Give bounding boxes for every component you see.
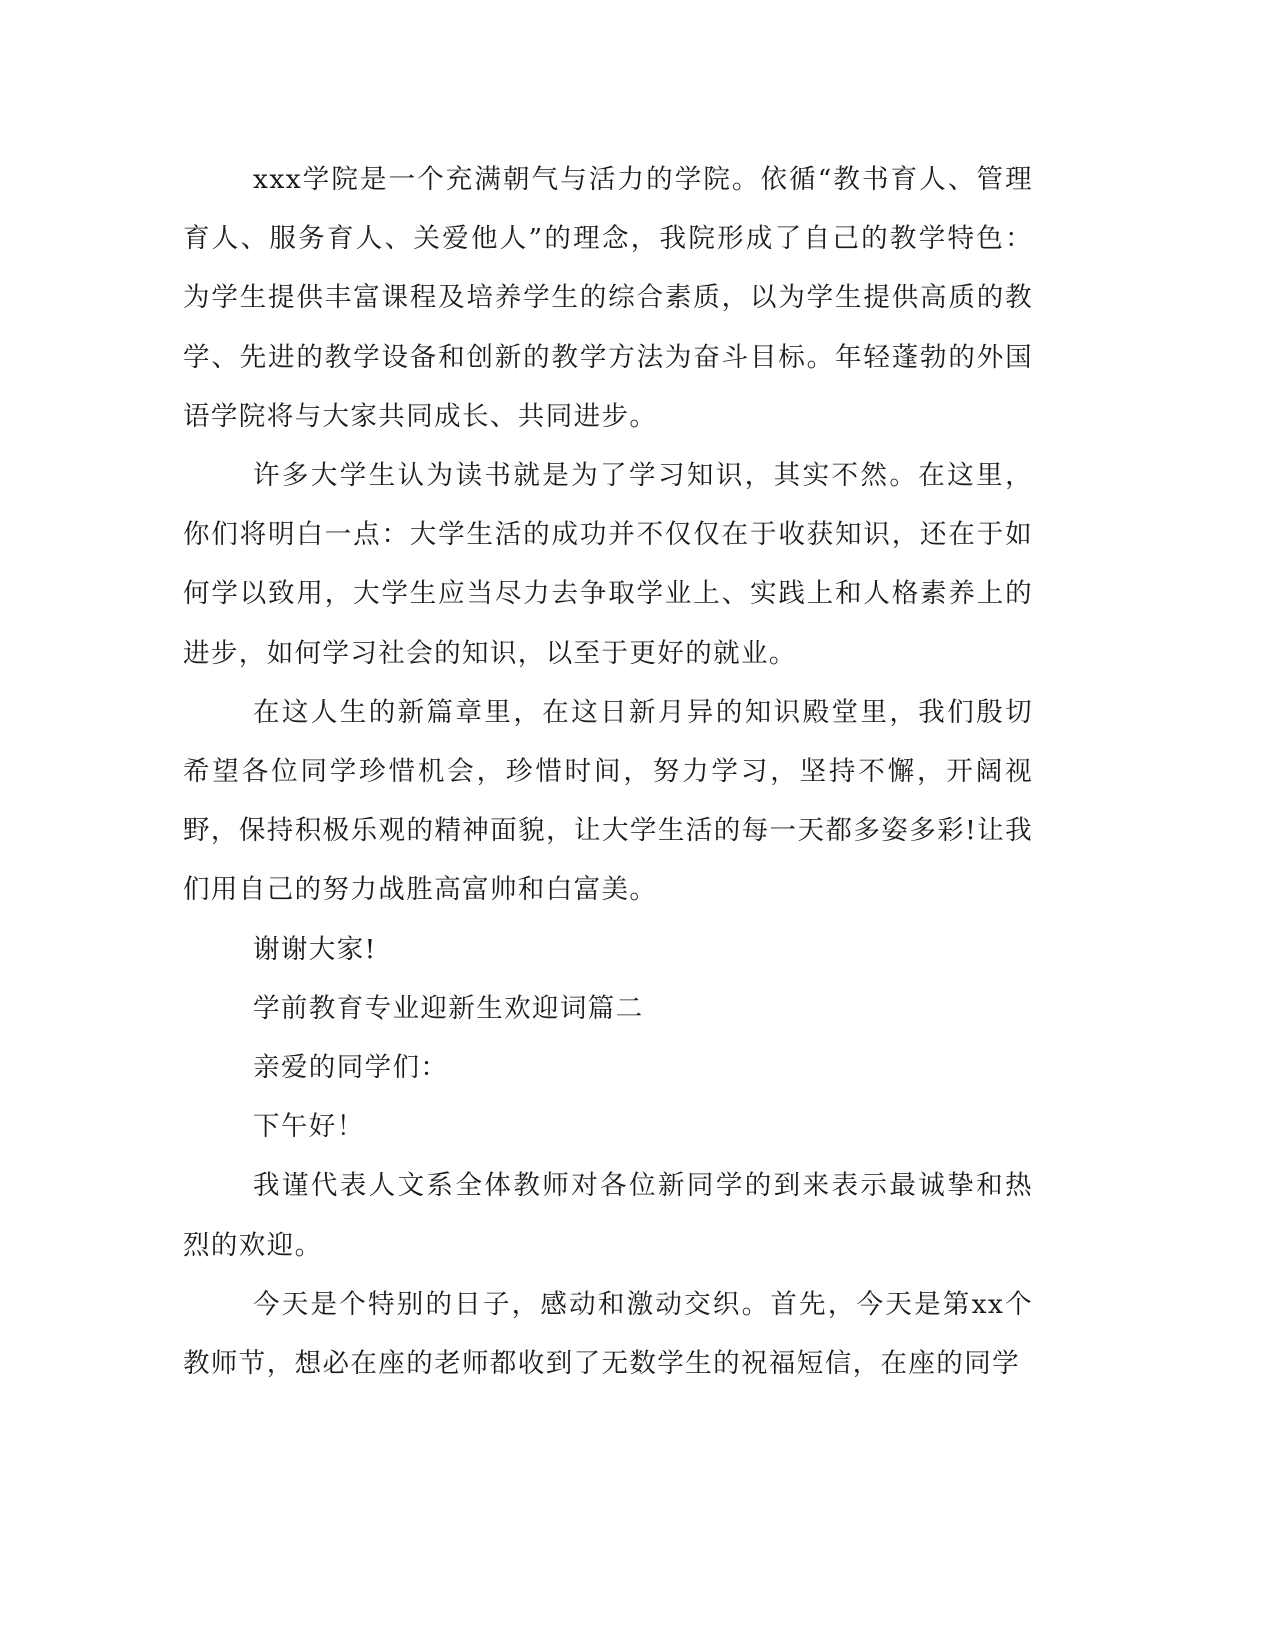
paragraph-greeting: 下午好！ — [253, 1111, 365, 1143]
document-body — [183, 150, 1033, 1393]
section-heading: 学前教育专业迎新生欢迎词篇二 — [253, 992, 644, 1024]
paragraph-college-intro: xxx学院是一个充满朝气与活力的学院。依循“教书育人、管理育人、服务育人、关爱他人”的理念，我院形成了自己的教学特色：为学生提供丰富课程及培养学生的综合素质，以为学生提供高质的教学、先进的教学设备和创新的教学方法为奋斗目标。年轻蓬勃的外国语学院将与大家共同成长、共同进步。 — [183, 164, 1033, 432]
paragraph-study-purpose: 许多大学生认为读书就是为了学习知识，其实不然。在这里，你们将明白一点：大学生活的成功并不仅仅在于收获知识，还在于如何学以致用，大学生应当尽力去争取学业上、实践上和人格素养上的进步，如何学习社会的知识，以至于更好的就业。 — [183, 460, 1033, 669]
paragraph-new-chapter: 在这人生的新篇章里，在这日新月异的知识殿堂里，我们殷切希望各位同学珍惜机会，珍惜时间，努力学习，坚持不懈，开阔视野，保持积极乐观的精神面貌，让大学生活的每一天都多姿多彩!让我们用自己的努力战胜高富帅和白富美。 — [183, 696, 1033, 906]
paragraph-thanks: 谢谢大家! — [253, 933, 377, 965]
paragraph-special-day: 今天是个特别的日子，感动和激动交织。首先，今天是第xx个教师节，想必在座的老师都收到了无数学生的祝福短信，在座的同学 — [183, 1288, 1033, 1380]
paragraph-welcome: 我谨代表人文系全体教师对各位新同学的到来表示最诚挚和热烈的欢迎。 — [183, 1170, 1033, 1261]
paragraph-salutation: 亲爱的同学们： — [253, 1052, 449, 1084]
